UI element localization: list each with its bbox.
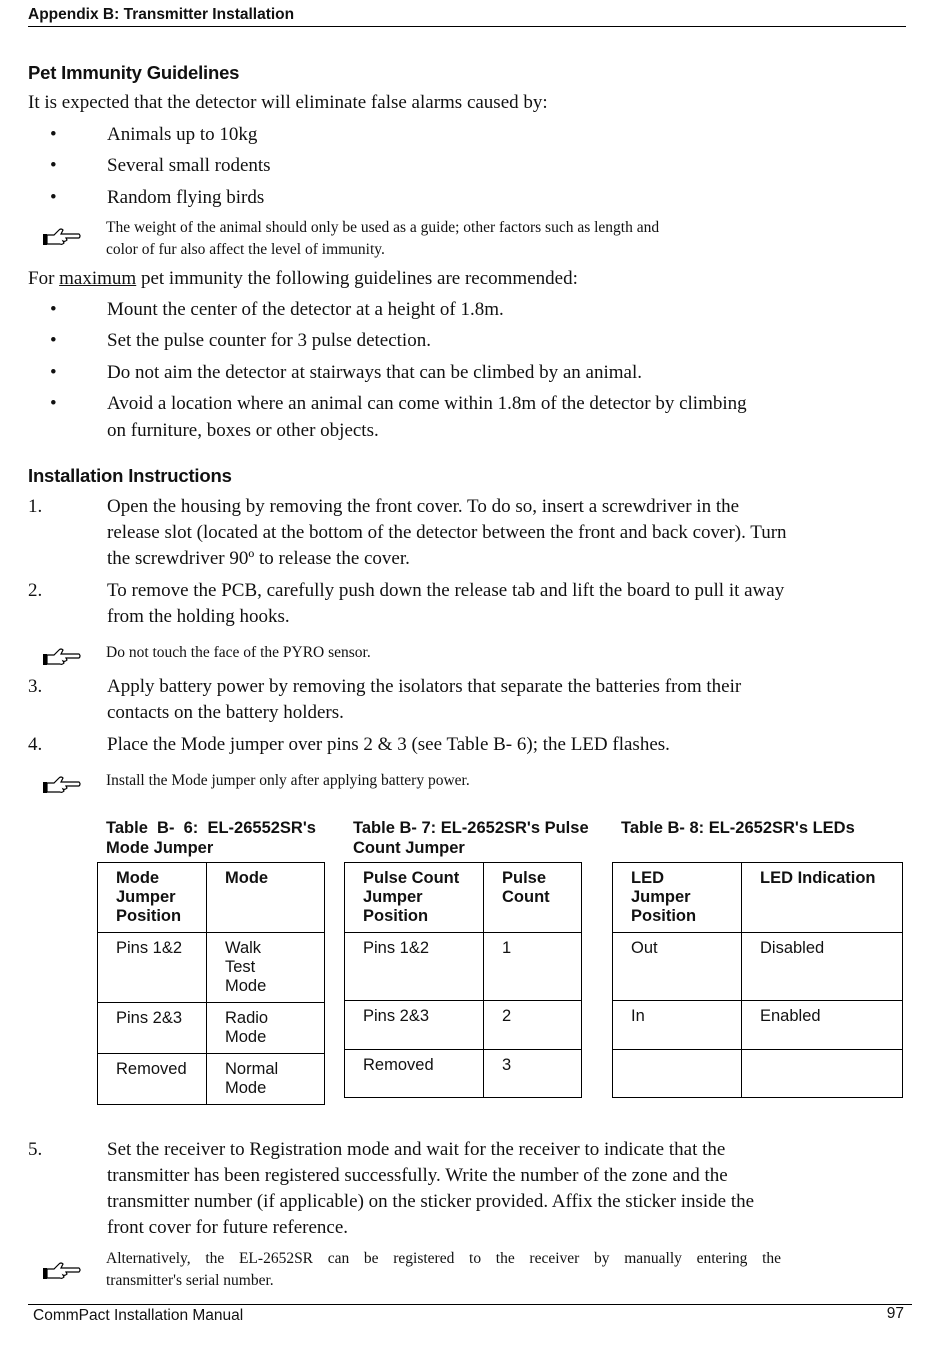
table-b7	[344, 862, 582, 1098]
table-cell	[742, 1050, 903, 1098]
cell-line: Radio	[225, 1009, 269, 1027]
pointing-hand-icon	[42, 646, 82, 668]
step-text: release slot (located at the bottom of the detector between the front and back cover). Turn	[107, 522, 787, 543]
cell-line: Removed	[116, 1060, 187, 1078]
cell-line: 3	[502, 1056, 512, 1074]
bullet-dot: •	[50, 187, 57, 208]
list-item: Avoid a location where an animal can come within 1.8m of the detector by climbing	[107, 393, 747, 414]
note-text: Do not touch the face of the PYRO sensor.	[106, 644, 371, 661]
header-line: LED Indication	[760, 869, 876, 887]
bullet-dot: •	[50, 155, 57, 176]
table-cell	[484, 1001, 582, 1050]
bullet-dot: •	[50, 124, 57, 145]
header-line: Jumper	[631, 888, 691, 906]
table-cell	[613, 1001, 742, 1050]
list-item: Animals up to 10kg	[107, 124, 258, 145]
table-cell	[98, 1003, 207, 1054]
table-header-cell	[484, 863, 582, 933]
step-number: 5.	[28, 1139, 43, 1160]
cell-line: Pins 2&3	[363, 1007, 430, 1025]
table-cell	[742, 1001, 903, 1050]
list-item: Mount the center of the detector at a height of 1.8m.	[107, 299, 504, 320]
page-number: 97	[886, 1305, 904, 1322]
table-b6	[97, 862, 325, 1105]
caption-line: Count Jumper	[353, 839, 465, 857]
list-item: Do not aim the detector at stairways that can be climbed by an animal.	[107, 362, 642, 383]
table-cell	[613, 1050, 742, 1098]
step-number: 2.	[28, 580, 43, 601]
table-header-cell	[207, 863, 325, 933]
table-cell	[98, 1054, 207, 1105]
step-number: 4.	[28, 734, 43, 755]
table-row	[345, 1050, 582, 1098]
note-text: transmitter's serial number.	[106, 1272, 274, 1289]
table-row	[613, 933, 903, 1001]
step-text: Open the housing by removing the front cover. To do so, insert a screwdriver in the	[107, 496, 740, 517]
header-line: Mode	[225, 869, 269, 887]
caption-line: Table B- 6: EL-26552SR's	[106, 819, 316, 837]
header-line: Count	[502, 888, 550, 906]
step-number: 3.	[28, 676, 43, 697]
table-row	[613, 1001, 903, 1050]
pointing-hand-icon	[42, 774, 82, 796]
bullet-dot: •	[50, 362, 57, 383]
table-cell	[98, 933, 207, 1003]
table-b7-caption	[353, 818, 613, 858]
header-line: Position	[631, 907, 697, 925]
header-title: Appendix B: Transmitter Installation	[28, 6, 295, 23]
table-cell	[207, 1054, 325, 1105]
step-text: Apply battery power by removing the isolators that separate the batteries from their	[107, 676, 742, 697]
cell-line: Disabled	[760, 939, 825, 957]
cell-line: Pins 2&3	[116, 1009, 183, 1027]
step-text: transmitter has been registered successfully. Write the number of the zone and the	[107, 1165, 728, 1186]
table-cell	[345, 933, 484, 1001]
header-line: Mode	[116, 869, 160, 887]
section-heading-installation: Installation Instructions	[28, 465, 232, 486]
step-text: transmitter number (if applicable) on the sticker provided. Affix the sticker inside the	[107, 1191, 755, 1212]
step-text: Set the receiver to Registration mode and wait for the receiver to indicate that the	[107, 1139, 726, 1160]
cell-line: 1	[502, 939, 512, 957]
caption-line: Mode Jumper	[106, 839, 214, 857]
step-text: front cover for future reference.	[107, 1217, 349, 1238]
table-row	[345, 1001, 582, 1050]
section-heading-pet-immunity: Pet Immunity Guidelines	[28, 62, 240, 83]
cell-line: Pins 1&2	[116, 939, 183, 957]
cell-line: Walk	[225, 939, 262, 957]
guidelines-intro-post: pet immunity the following guidelines are recommended:	[136, 268, 578, 289]
header-line: Position	[363, 907, 429, 925]
cell-line: Removed	[363, 1056, 434, 1074]
table-row	[345, 933, 582, 1001]
guidelines-intro-emphasis: maximum	[59, 268, 137, 289]
table-header-cell	[345, 863, 484, 933]
table-row	[98, 1054, 325, 1105]
pet-intro: It is expected that the detector will eliminate false alarms caused by:	[28, 92, 548, 113]
header-line: Pulse Count	[363, 869, 460, 887]
table-cell	[207, 1003, 325, 1054]
table-header-row	[345, 863, 582, 933]
step-text: the screwdriver 90º to release the cover.	[107, 548, 410, 569]
table-cell	[613, 933, 742, 1001]
table-b8-caption	[621, 818, 911, 838]
table-header-row	[613, 863, 903, 933]
header-line: Jumper	[363, 888, 423, 906]
note-text: The weight of the animal should only be used as a guide; other factors such as length and	[106, 219, 660, 236]
bullet-dot: •	[50, 299, 57, 320]
table-cell	[742, 933, 903, 1001]
table-cell	[484, 1050, 582, 1098]
pointing-hand-icon	[42, 226, 82, 248]
cell-line: Normal	[225, 1060, 279, 1078]
caption-line: Table B- 7: EL-2652SR's Pulse	[353, 819, 589, 837]
bullet-dot: •	[50, 330, 57, 351]
table-row	[98, 1003, 325, 1054]
step-text: To remove the PCB, carefully push down the release tab and lift the board to pull it away	[107, 580, 785, 601]
note-text: color of fur also affect the level of immunity.	[106, 241, 385, 258]
step-text: from the holding hooks.	[107, 606, 290, 627]
list-item: Set the pulse counter for 3 pulse detection.	[107, 330, 431, 351]
table-row	[98, 933, 325, 1003]
header-line: Pulse	[502, 869, 547, 887]
bullet-dot: •	[50, 393, 57, 414]
list-item-continuation: on furniture, boxes or other objects.	[107, 420, 379, 441]
guidelines-intro	[28, 266, 578, 292]
table-header-row	[98, 863, 325, 933]
caption-line: Table B- 8: EL-2652SR's LEDs	[621, 819, 855, 837]
table-header-cell	[613, 863, 742, 933]
cell-line: In	[631, 1007, 645, 1025]
header-line: LED	[631, 869, 664, 887]
list-item: Random flying birds	[107, 187, 265, 208]
note-text: Alternatively, the EL-2652SR can be registered to the receiver by manually entering the	[106, 1250, 781, 1267]
cell-line: Mode	[225, 1028, 267, 1046]
table-header-cell	[742, 863, 903, 933]
table-cell	[345, 1001, 484, 1050]
cell-line: Out	[631, 939, 658, 957]
cell-line: Pins 1&2	[363, 939, 430, 957]
guidelines-intro-pre: For	[28, 268, 60, 289]
header-line: Position	[116, 907, 182, 925]
table-b6-caption	[106, 818, 342, 858]
table-header-cell	[98, 863, 207, 933]
page-header	[28, 6, 906, 27]
pointing-hand-icon	[42, 1260, 82, 1282]
step-number: 1.	[28, 496, 43, 517]
cell-line: Test	[225, 958, 256, 976]
header-line: Jumper	[116, 888, 176, 906]
footer-manual-title: CommPact Installation Manual	[33, 1307, 244, 1324]
table-cell	[345, 1050, 484, 1098]
table-cell	[207, 933, 325, 1003]
step-text: Place the Mode jumper over pins 2 & 3 (see Table B- 6); the LED flashes.	[107, 734, 670, 755]
cell-line: 2	[502, 1007, 512, 1025]
note-text: Install the Mode jumper only after applying battery power.	[106, 772, 470, 789]
cell-line: Enabled	[760, 1007, 821, 1025]
step-text: contacts on the battery holders.	[107, 702, 344, 723]
cell-line: Mode	[225, 1079, 267, 1097]
table-row	[613, 1050, 903, 1098]
cell-line: Mode	[225, 977, 267, 995]
page-footer	[28, 1304, 912, 1324]
table-cell	[484, 933, 582, 1001]
table-b8	[612, 862, 903, 1098]
list-item: Several small rodents	[107, 155, 271, 176]
